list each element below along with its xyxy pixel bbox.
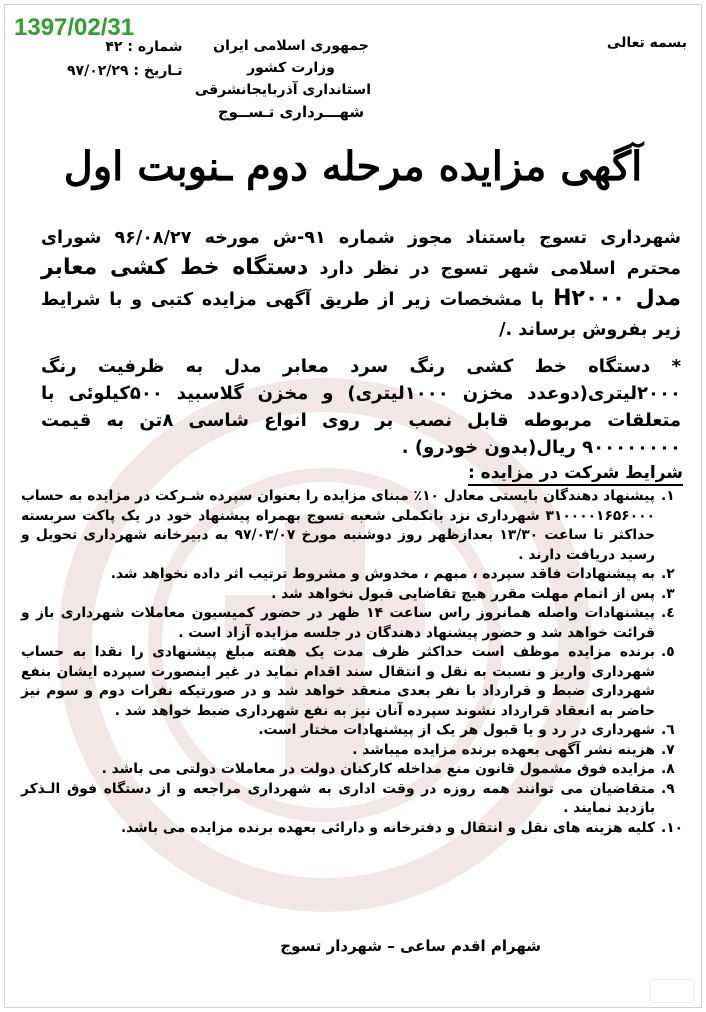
condition-item: ٩. متقاضیان می توانند همه روزه در وقت اداری به شهرداری مراجعه و از دستگاه فوق الـذکر بازدید نمایند . (21, 780, 675, 816)
notice-document (4, 4, 702, 1008)
conditions-list (21, 487, 685, 838)
intro-paragraph (41, 223, 681, 345)
intro-part-1: شهرداری تسوج باستناد مجوز شماره ۹۱-ش مورخه ۹۶/۰۸/۲۷ شورای محترم اسلامی شهر تسوج در نظر دارد (41, 228, 681, 279)
province-name: استانداری آذربایجانشرقی (194, 82, 371, 98)
number-value: ۴۲ (105, 39, 123, 55)
intro-highlight: دستگاه خط کشی معابر مدل H۲۰۰۰ (41, 255, 682, 311)
notice-title: آگهی مزایده مرحله دوم ـنوبت اول (63, 143, 643, 190)
condition-item: ٣. پس از اتمام مهلت مقرر هیچ تقاضایی قبول نخواهد شد . (271, 585, 675, 602)
equipment-spec: * دستگاه خط کشی رنگ سرد معابر مدل به ظرفیت رنگ ۲۰۰۰لیتری(دوعدد مخزن ۱۰۰۰لیتری) و مخزن گلاسبید ۵۰۰کیلوئی با متعلقات مربوطه قابل نصب بر روی انواع شاسی ۸تن به قیمت ۹۰۰۰۰۰۰۰۰ ریال(بدون خودرو) . (41, 356, 682, 458)
archive-date-stamp: 1397/02/31 (14, 14, 135, 41)
bismillah-heading: بسمه تعالی (606, 35, 687, 51)
mayor-signature: شهرام اقدم ساعی – شهردار تسوج (280, 937, 541, 955)
condition-item: ٨. مزایده فوق مشمول قانون منع مداخله کارکنان دولت در معاملات دولتی می باشد . (101, 761, 675, 777)
ministry-name: وزارت کشور (247, 60, 335, 76)
number-label: شماره : (127, 39, 183, 55)
country-name: جمهوری اسلامی ایران (213, 38, 369, 54)
condition-item: ٥. برنده مزایده موظف است حداکثر ظرف مدت یک هفته مبلغ پیشنهادی را نقدا به حساب شهرداری واریز و نسبت به نقل و انتقال سند اقدام نماید در غیر اینصورت سپرده ایشان بنفع شهرداری ضبط و قرارداد با نفر بعدی منعقد خواهد شد و در صورتیکه نفرات دوم و سوم نیز حاضر به انعقاد قرارداد نشوند سپرده آنان نیز به نفع شهرداری ضبط خواهد شد . (21, 644, 675, 719)
condition-item: ١. پیشنهاد دهندگان بایستی معادل ۱۰٪ مبنای مزایده را بعنوان سپرده شـرکت در مزایده به حساب ۳۱۰۰۰۰۱۶۵۶۰۰۰ شهرداری نزد بانکملی شعبه تسوج بهمراه پیشنهاد خود در یک پاکت سربسته حداکثر تا ساعت ۱۳/۳۰ بعدازظهر روز دوشنبه مورخ ۹۷/۰۳/۰۷ به دبیرخانه شهرداری تحویل و رسید دریافت دارند . (21, 488, 675, 563)
intro-part-2: با مشخصات زیر از طریق آگهی مزایده کتبی و با شرایط زیر بفروش برساند ./ (41, 290, 681, 340)
publisher-logo-icon (649, 979, 695, 1003)
conditions-heading: شرایط شرکت در مزایده : (468, 463, 683, 486)
date-label: تـاریخ : (133, 63, 183, 79)
condition-item: ٢. به پیشنهادات فاقد سپرده ، مبهم ، مخدوش و مشروط ترتیب اثر داده نخواهد شد. (110, 566, 675, 582)
condition-item: ٤. پیشنهادات واصله همانروز راس ساعت ۱۴ ظهر در حضور کمیسیون معاملات شهرداری باز و قرائت خواهد شد و حضور پیشنهاد دهندگان در جلسه مزایده آزاد است . (21, 605, 675, 641)
condition-item: ٦. شهرداری در رد و یا قبول هر یک از پیشنهادات مختار است. (258, 722, 675, 738)
condition-item: ٧. هزینه نشر آگهی بعهده برنده مزایده میباشد . (352, 741, 675, 758)
letter-date (67, 59, 183, 83)
letterhead (194, 35, 371, 123)
condition-item: ١٠. کلیه هزینه های نقل و انتقال و دفترخانه و دارائی بعهده برنده مزایده می باشد. (120, 819, 684, 836)
municipality-name: شهـــرداری تـســوج (217, 103, 365, 121)
letter-meta (67, 35, 183, 83)
date-value: ۹۷/۰۲/۲۹ (67, 63, 129, 79)
